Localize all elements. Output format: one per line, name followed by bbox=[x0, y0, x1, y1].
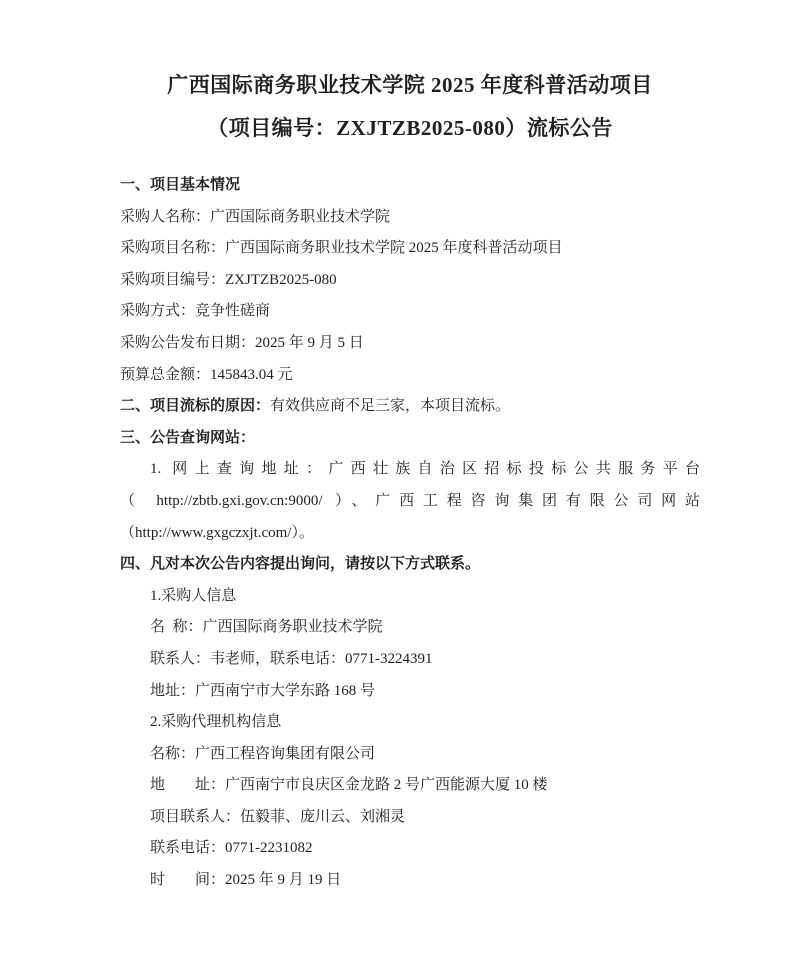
field-project-number: 采购项目编号：ZXJTZB2025-080 bbox=[120, 271, 337, 288]
section3-heading: 三、公告查询网站： bbox=[120, 429, 256, 446]
announcement-time: 时 间：2025 年 9 月 19 日 bbox=[150, 872, 342, 889]
title-line-2: （项目编号：ZXJTZB2025-080）流标公告 bbox=[207, 116, 613, 140]
document-title bbox=[120, 64, 700, 150]
query-address-line1: 1. 网上查询地址：广西壮族自治区招标投标公共服务平台 bbox=[150, 461, 700, 478]
agency-name: 名称：广西工程咨询集团有限公司 bbox=[150, 745, 376, 762]
agency-project-contacts: 项目联系人：伍毅菲、庞川云、刘湘灵 bbox=[150, 808, 406, 825]
agency-address: 地 址：广西南宁市良庆区金龙路 2 号广西能源大厦 10 楼 bbox=[150, 777, 548, 794]
purchaser-info-subheading: 1.采购人信息 bbox=[150, 587, 237, 604]
section2-heading: 二、项目流标的原因： bbox=[120, 398, 271, 415]
field-purchaser-name: 采购人名称：广西国际商务职业技术学院 bbox=[120, 208, 391, 225]
section2-line bbox=[120, 391, 700, 423]
field-budget-total: 预算总金额：145843.04 元 bbox=[120, 366, 293, 383]
field-procurement-method: 采购方式：竞争性磋商 bbox=[120, 303, 271, 320]
title-line-1: 广西国际商务职业技术学院 2025 年度科普活动项目 bbox=[167, 73, 653, 97]
purchaser-contact: 联系人：韦老师，联系电话：0771-3224391 bbox=[150, 650, 433, 667]
field-announcement-date: 采购公告发布日期：2025 年 9 月 5 日 bbox=[120, 334, 364, 351]
agency-info-subheading: 2.采购代理机构信息 bbox=[150, 714, 282, 731]
agency-phone: 联系电话：0771-2231082 bbox=[150, 840, 313, 857]
section1-heading: 一、项目基本情况 bbox=[120, 177, 241, 193]
field-project-name: 采购项目名称：广西国际商务职业技术学院 2025 年度科普活动项目 bbox=[120, 240, 563, 257]
section2-reason-text: 有效供应商不足三家，本项目流标。 bbox=[270, 398, 511, 415]
query-address-line3: （http://www.gxgczxjt.com/）。 bbox=[120, 524, 315, 541]
purchaser-address: 地址：广西南宁市大学东路 168 号 bbox=[150, 682, 376, 699]
section4-heading: 四、凡对本次公告内容提出询问，请按以下方式联系。 bbox=[120, 556, 481, 573]
purchaser-name: 名 称：广西国际商务职业技术学院 bbox=[150, 619, 383, 636]
query-address-line2: （ http://zbtb.gxi.gov.cn:9000/ ）、广西工程咨询集团有限公司网站 bbox=[120, 492, 700, 509]
